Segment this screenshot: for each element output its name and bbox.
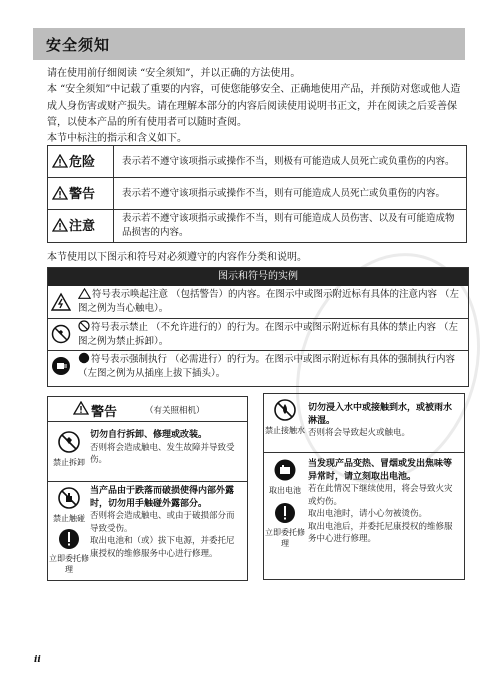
example-text-mandatory [78,352,462,380]
intro-paragraph-2: 本 “安全须知”中记载了重要的内容，可使您能够安全、正确地使用产品，并预防对您或他人造成人身伤害或财产损失。请在理解本部分的内容后阅读使用说明书正文，并在阅读之后妥善保管，以使本产品的所有使用者可以随时查阅。 [47,84,461,128]
warning-box-header [48,397,247,422]
warning-item-1-bold: 切勿自行拆卸、修理或改装。 [90,430,208,440]
battery-item-2-bold: 当发现产品变热、冒烟或发出焦味等异常时，请立刻取出电池。 [308,459,453,482]
warning-description: 表示若不遵守该项指示或操作不当，则有可能造成人员死亡或负重伤的内容。 [114,178,467,210]
remove-battery-icon [273,458,297,482]
battery-item-1-bold: 切勿浸入水中或接触到水，或被雨水淋湿。 [308,403,453,426]
example-row-prohibition [48,320,468,350]
no-water-icon [273,398,297,422]
example-mandatory-desc: 符号表示强制执行 （必需进行）的行为。在图示中或图示附近标有具体的强制执行内容 （左图之例为从插座上拔下插头）。 [78,354,456,379]
battery-item-1-text [308,402,460,440]
example-text-caution [78,288,462,315]
example-text-prohibition [78,320,462,348]
hazard-level-table [47,145,467,243]
warning-item-2-text [90,485,242,560]
no-water-cell [265,398,305,436]
warning-triangle-icon [52,186,68,200]
battery-item-2-normal-1: 若在此情况下继续使用，将会导致火灾或灼伤。 [308,484,453,507]
section-intro-line: 本节使用以下图示和符号对必须遵守的内容作分类和说明。 [47,252,307,263]
warning-triangle-icon [52,154,68,168]
warning-triangle-icon [52,218,68,232]
divider [264,452,464,453]
danger-label: 危险 [69,154,96,170]
warning-item-2-bold: 当产品由于跌落而破损使得内部外露时，切勿用手触碰外露部分。 [90,486,235,509]
no-touch-label: 禁止触碰 [53,514,85,523]
examples-header: 图示和符号的实例 [48,268,468,286]
table-row [48,178,467,210]
repair-request-label: 立即委托修理 [49,554,89,574]
mandatory-action-icon [78,352,90,364]
repair-request-cell [49,528,89,575]
mandatory-repair-icon [58,528,80,550]
warning-camera-box [47,396,248,581]
danger-label-cell [48,146,114,178]
warning-box-subtitle: （有关照相机） [145,406,205,416]
electric-shock-caution-icon [51,292,71,312]
battery-item-2-text [308,458,460,546]
no-disassembly-label: 禁止拆卸 [53,458,85,467]
divider [48,318,468,319]
no-disassembly-icon [51,324,71,344]
no-touch-icon [57,486,81,510]
unplug-icon [51,356,71,376]
intro-text [47,66,467,147]
remove-battery-cell [265,458,305,496]
battery-item-2-normal-2: 取出电池时，请小心勿被烫伤。 [308,509,428,519]
no-touch-cell [49,486,89,524]
mandatory-repair-icon [274,502,296,524]
example-row-caution [48,288,468,318]
warning-label: 警告 [69,186,96,202]
battery-item-1-normal: 否则将会导致起火或触电。 [308,428,411,438]
header-bar [33,28,465,60]
warning-item-2-normal-1: 否则将会造成触电、或由于破损部分而导致受伤。 [90,511,235,534]
battery-item-2-normal-3: 取出电池后，并委托尼康授权的维修服务中心进行修理。 [308,521,453,544]
divider [48,481,247,482]
no-disassembly-icon [57,430,81,454]
warning-item-2-normal-2: 取出电池和（或）拔下电源，并委托尼康授权的维修服务中心进行修理。 [90,536,235,559]
caution-description: 表示若不遵守该项指示或操作不当，则有可能造成人员伤害、以及有可能造成物品损害的内容。 [114,210,467,243]
no-water-label: 禁止接触水 [265,426,305,435]
example-prohibition-desc: 符号表示禁止 （不允许进行的）的行为。在图示中或图示附近标有具体的禁止内容 （左图之例为禁止拆卸）。 [78,322,459,347]
repair-request-label-2: 立即委托修理 [265,528,305,548]
symbol-examples-box [47,267,469,387]
page-title: 安全须知 [46,36,111,54]
caution-label: 注意 [69,219,96,234]
warning-triangle-icon [73,401,89,415]
warning-battery-box [263,393,465,580]
example-caution-desc: 符号表示唤起注意 （包括警告）的内容。在图示中或图示附近标有具体的注意内容 （左图之例为当心触电）。 [78,289,460,314]
repair-request-cell-2 [265,502,305,549]
table-row [48,146,467,178]
warning-box-title: 警告 [91,405,118,420]
remove-battery-label: 取出电池 [269,486,301,495]
warning-label-cell [48,178,114,210]
intro-paragraph-1: 请在使用前仔细阅读 “安全须知”，并以正确的方法使用。 [47,68,301,79]
page-number: ii [34,655,41,665]
warning-item-1-normal: 否则将会造成触电、发生故障并导致受伤。 [90,442,235,465]
intro-paragraph-3: 本节中标注的指示和含义如下。 [47,133,187,145]
prohibition-icon [78,320,90,332]
divider [48,350,468,351]
warning-item-1-text [90,429,242,467]
caution-label-cell [48,210,114,243]
no-disassembly-cell [49,430,89,468]
example-row-mandatory [48,352,468,382]
table-row [48,210,467,243]
caution-triangle-icon [78,288,91,299]
danger-description: 表示若不遵守该项指示或操作不当，则极有可能造成人员死亡或负重伤的内容。 [114,146,467,178]
